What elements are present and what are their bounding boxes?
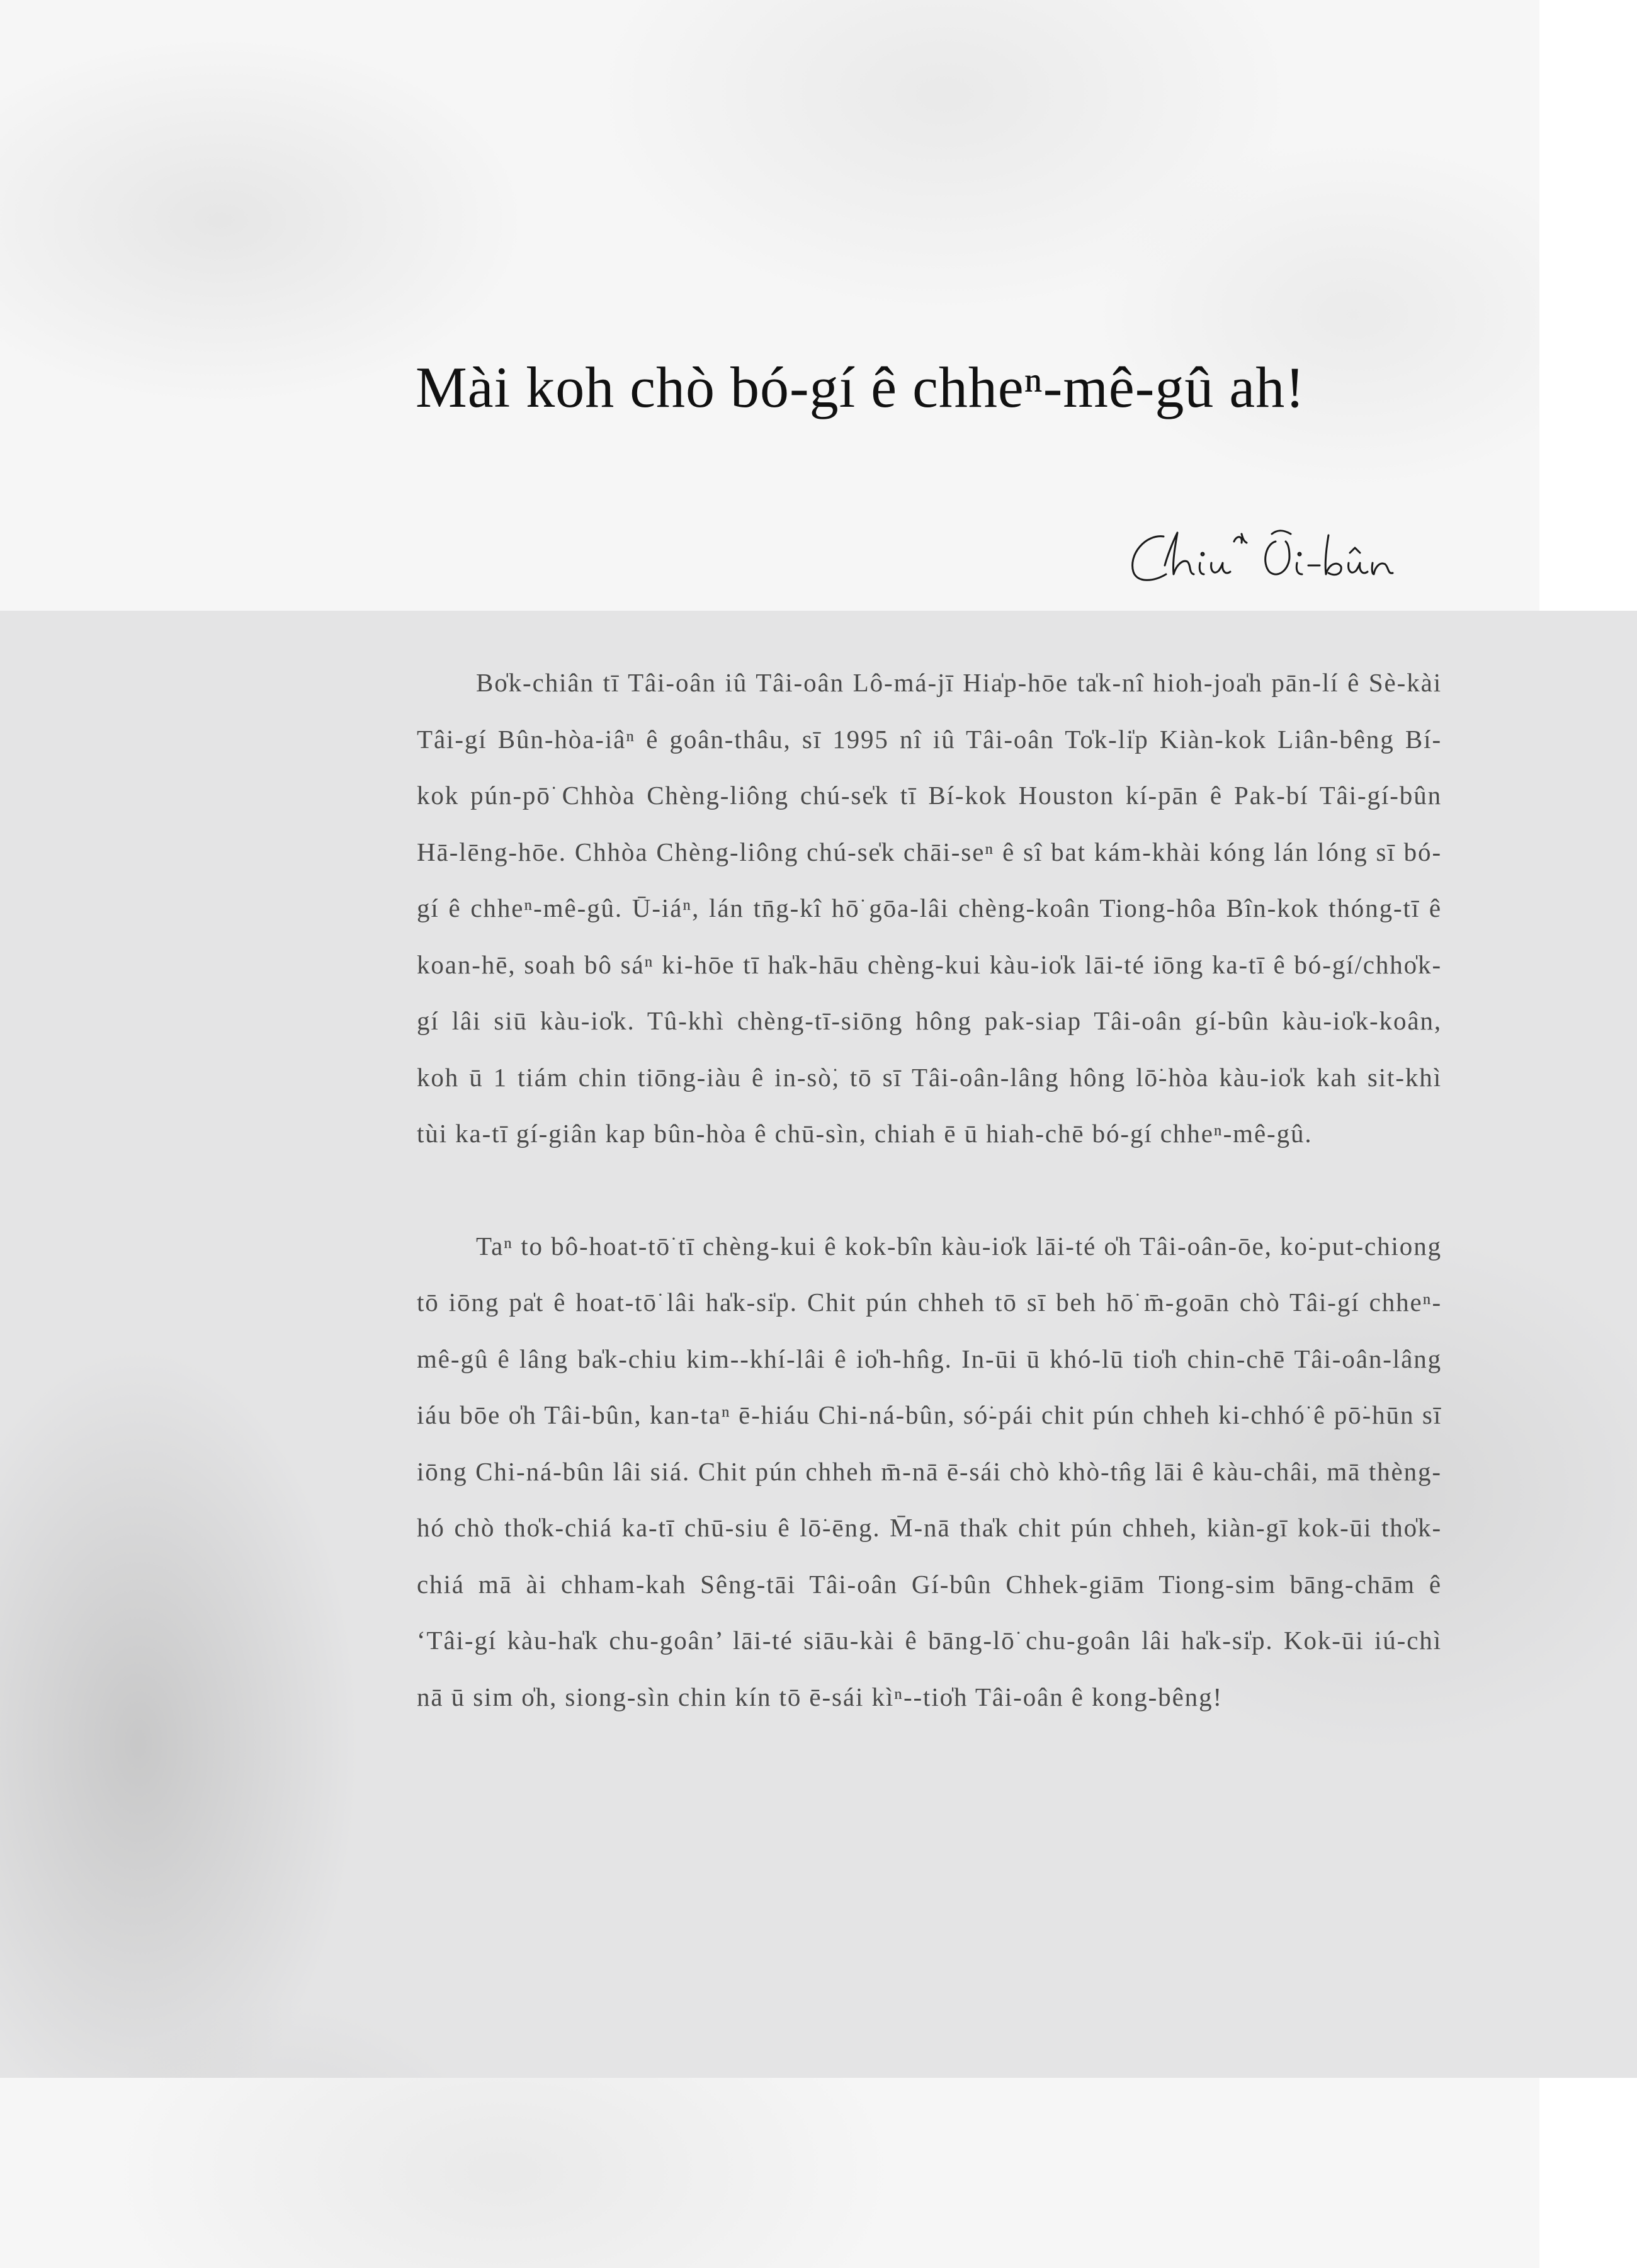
handwritten-signature: [1121, 516, 1448, 592]
paragraph-1: Bo̍k-chiân tī Tâi-oân iû Tâi-oân Lô-má-jī Hia̍p-hōe ta̍k-nî hioh-joa̍h pān-lí ê Sè-kài Tâi-gí Bûn-hòa-iâⁿ ê goân-thâu, sī 1995 nî iû Tâi-oân To̍k-li̍p Kiàn-kok Liân-bêng Bí-kok pún-pō͘ Chhòa Chèng-liông chú-se̍k tī Bí-kok Houston kí-pān ê Pak-bí Tâi-gí-bûn Hā-lēng-hōe. Chhòa Chèng-liông chú-se̍k chāi-seⁿ ê sî bat kám-khài kóng lán lóng sī bó-gí ê chheⁿ-mê-gû. Ū-iáⁿ, lán tn̄g-kî hō͘ gōa-lâi chèng-koân Tiong-hôa Bîn-kok thóng-tī ê koan-hē, soah bô sáⁿ ki-hōe tī ha̍k-hāu chèng-kui kàu-io̍k lāi-té iōng ka-tī ê bó-gí/chho̍k-gí lâi siū kàu-io̍k. Tû-khì chèng-tī-siōng hông pak-siap Tâi-oân gí-bûn kàu-io̍k-koân, koh ū 1 tiám chin tiōng-iàu ê in-sò͘, tō sī Tâi-oân-lâng hông lō͘-hòa kàu-io̍k kah sit-khì tùi ka-tī gí-giân kap bûn-hòa ê chū-sìn, chiah ē ū hiah-chē bó-gí chheⁿ-mê-gû.: [417, 668, 1442, 1148]
page-title: Mài koh chò bó-gí ê chheⁿ-mê-gû ah!: [416, 355, 1305, 419]
body-text: [417, 655, 1442, 1725]
paragraph-2: Taⁿ to bô-hoat-tō͘ tī chèng-kui ê kok-bîn kàu-io̍k lāi-té o̍h Tâi-oân-ōe, ko͘-put-chiong tō iōng pa̍t ê hoat-tō͘ lâi ha̍k-si̍p. Chit pún chheh tō sī beh hō͘ m̄-goān chò Tâi-gí chheⁿ-mê-gû ê lâng ba̍k-chiu kim--khí-lâi ê io̍h-hn̂g. In-ūi ū khó-lū tio̍h chin-chē Tâi-oân-lâng iáu bōe o̍h Tâi-bûn, kan-taⁿ ē-hiáu Chi-ná-bûn, só͘-pái chit pún chheh ki-chhó͘ ê pō͘-hūn sī iōng Chi-ná-bûn lâi siá. Chit pún chheh m̄-nā ē-sái chò khò-tn̂g lāi ê kàu-châi, mā thèng-hó chò tho̍k-chiá ka-tī chū-siu ê lō͘-ēng. M̄-nā tha̍k chit pún chheh, kiàn-gī kok-ūi tho̍k-chiá mā ài chham-kah Sêng-tāi Tâi-oân Gí-bûn Chhek-giām Tiong-sim bāng-chām ê ‘Tâi-gí kàu-ha̍k chu-goân’ lāi-té siāu-kài ê bāng-lō͘ chu-goân lâi ha̍k-si̍p. Kok-ūi iú-chì nā ū sim o̍h, siong-sìn chin kín tō ē-sái kìⁿ--tio̍h Tâi-oân ê kong-bêng!: [417, 1231, 1442, 1711]
